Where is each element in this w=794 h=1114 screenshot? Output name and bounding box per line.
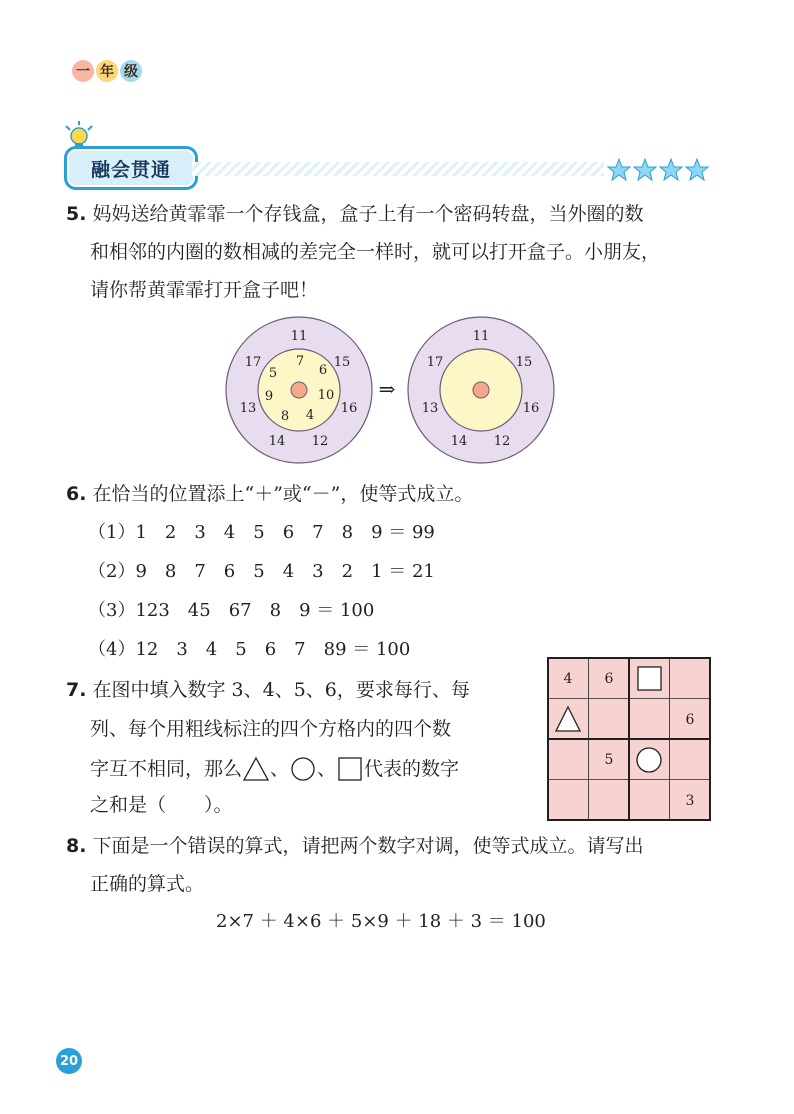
triangle-icon — [242, 756, 270, 782]
circle-icon — [637, 748, 661, 772]
dial-right — [408, 317, 554, 463]
question-number: 6. — [66, 483, 87, 505]
outer-number: 12 — [493, 434, 511, 449]
item-expression: 1 2 3 4 5 6 7 8 9 ＝ 99 — [135, 522, 435, 543]
star-icon — [634, 159, 656, 180]
item-expression: 123 45 67 8 9 ＝ 100 — [135, 600, 375, 621]
difficulty-stars — [606, 156, 716, 186]
question-text: 字互不相同，那么 — [90, 758, 243, 780]
page-number: 20 — [56, 1048, 82, 1074]
outer-number: 11 — [290, 329, 308, 344]
outer-number: 12 — [311, 434, 329, 449]
inner-number: 7 — [295, 354, 305, 369]
square-icon — [336, 756, 364, 782]
item-label: （3） — [88, 600, 136, 621]
grade-char: 级 — [120, 60, 142, 82]
q6-line — [66, 481, 473, 507]
q5-line2: 和相邻的内圈的数相减的差完全一样时，就可以打开盒子。小朋友， — [90, 241, 661, 263]
q8-line1 — [66, 833, 644, 859]
section-title: 融会贯通 — [64, 146, 198, 190]
outer-number: 17 — [244, 355, 262, 370]
q7-line2: 列、每个用粗线标注的四个方格内的四个数 — [90, 718, 452, 740]
q5-line1 — [66, 201, 644, 227]
outer-number: 15 — [515, 355, 533, 370]
q7-line1 — [66, 677, 470, 703]
q8-line2: 正确的算式。 — [90, 873, 205, 895]
grid-cell: 3 — [685, 793, 695, 809]
separator: 、 — [317, 758, 337, 780]
question-number: 8. — [66, 835, 87, 857]
question-text: 在恰当的位置添上“＋”或“－”，使等式成立。 — [92, 483, 474, 505]
q7-line3 — [90, 756, 459, 782]
inner-number: 4 — [305, 408, 315, 423]
grid-cell: 5 — [604, 752, 614, 768]
question-text: 在图中填入数字 3、4、5、6，要求每行、每 — [92, 679, 470, 701]
outer-number: 14 — [268, 434, 286, 449]
outer-number: 13 — [421, 401, 439, 416]
item-label: （2） — [88, 561, 136, 582]
outer-number: 17 — [426, 355, 444, 370]
question-text: 代表的数字 — [364, 758, 460, 780]
separator: 、 — [270, 758, 290, 780]
outer-number: 16 — [340, 401, 358, 416]
star-icon — [660, 159, 682, 180]
question-text: 下面是一个错误的算式，请把两个数字对调，使等式成立。请写出 — [92, 835, 644, 857]
grid-cell: 4 — [563, 671, 573, 687]
star-icon — [608, 159, 630, 180]
outer-number: 15 — [333, 355, 351, 370]
password-dials — [220, 316, 556, 464]
q6-item — [88, 521, 435, 545]
question-text: 妈妈送给黄霏霏一个存钱盒，盒子上有一个密码转盘，当外圈的数 — [92, 203, 644, 225]
question-number: 7. — [66, 679, 87, 701]
square-icon — [638, 667, 661, 690]
sudoku-grid — [547, 657, 711, 821]
item-label: （1） — [88, 522, 136, 543]
inner-number: 8 — [280, 409, 290, 424]
outer-number: 14 — [450, 434, 468, 449]
inner-number: 6 — [318, 363, 328, 378]
q6-item — [88, 560, 435, 584]
grade-badge — [72, 60, 142, 82]
item-expression: 9 8 7 6 5 4 3 2 1 ＝ 21 — [135, 561, 435, 582]
q7-answer-line[interactable]: 之和是（ ）。 — [90, 794, 233, 816]
item-label: （4） — [88, 639, 136, 660]
outer-number: 13 — [239, 401, 257, 416]
grade-char: 年 — [96, 60, 118, 82]
q5-line3: 请你帮黄霏霏打开盒子吧！ — [90, 279, 319, 301]
outer-number: 16 — [522, 401, 540, 416]
section-divider — [192, 162, 604, 176]
q6-item — [88, 599, 374, 623]
grid-cell: 6 — [604, 671, 614, 687]
outer-number: 11 — [472, 329, 490, 344]
q6-item — [88, 638, 410, 662]
star-icon — [686, 159, 708, 180]
inner-number: 5 — [268, 366, 278, 381]
question-number: 5. — [66, 203, 87, 225]
dial-left — [226, 317, 372, 463]
q8-expression: 2×7 ＋ 4×6 ＋ 5×9 ＋ 18 ＋ 3 ＝ 100 — [216, 911, 546, 932]
grid-cell: 6 — [685, 712, 695, 728]
arrow-icon: ⇒ — [378, 377, 396, 401]
grade-char: 一 — [72, 60, 94, 82]
inner-number: 9 — [264, 389, 274, 404]
item-expression: 12 3 4 5 6 7 89 ＝ 100 — [135, 639, 411, 660]
circle-icon — [289, 756, 317, 782]
inner-number: 10 — [317, 388, 335, 403]
